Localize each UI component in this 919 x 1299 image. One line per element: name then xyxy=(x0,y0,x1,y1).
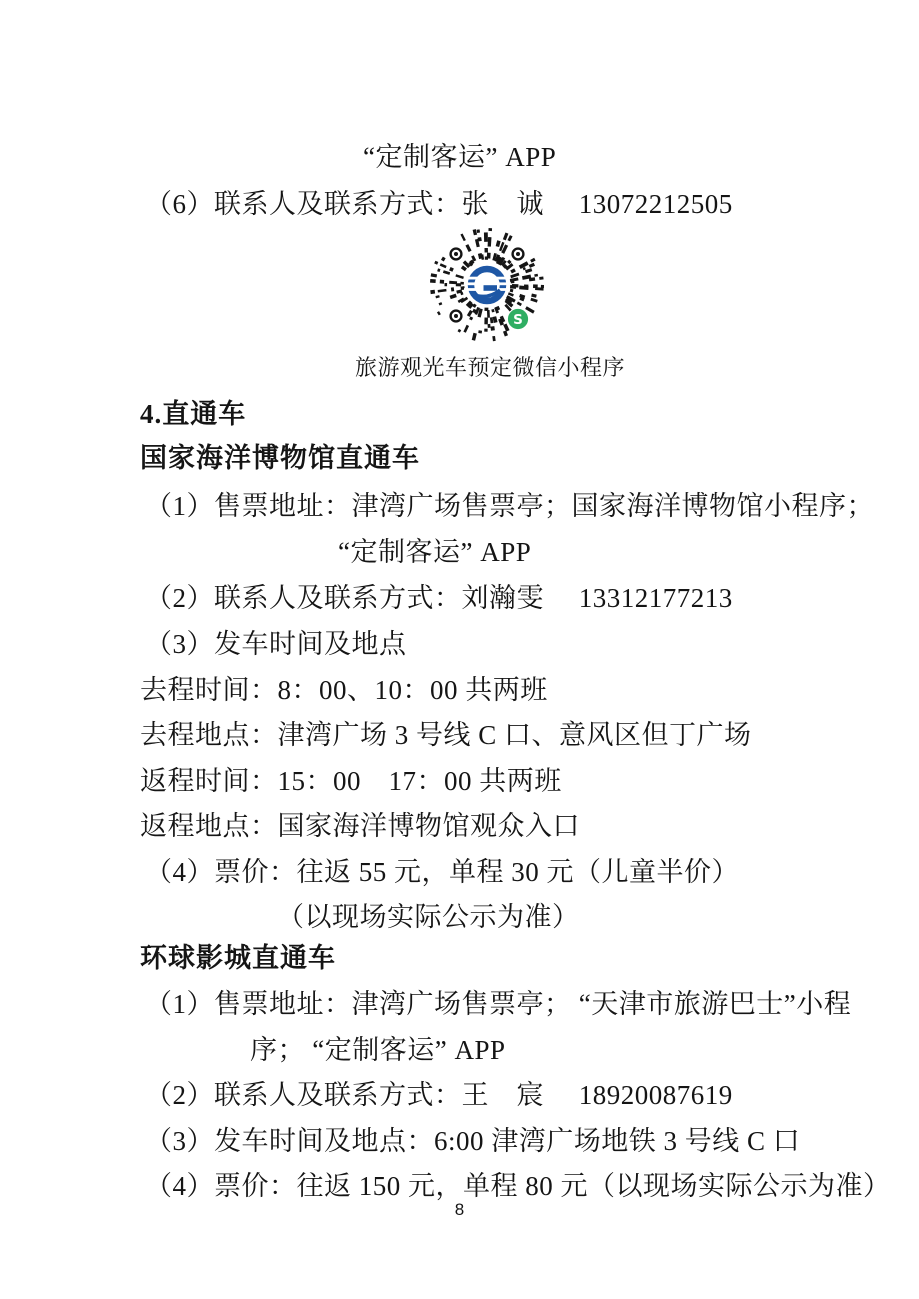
line-app-continuation: “定制客运” APP xyxy=(363,142,557,172)
line-app-continuation-2: “定制客运” APP xyxy=(338,537,532,567)
line-ticket-address-1b: （1）售票地址：津湾广场售票亭； “天津市旅游巴士”小程 xyxy=(145,989,852,1019)
wechat-mini-program-icon xyxy=(507,308,528,329)
line-fare-note: （以现场实际公示为准） xyxy=(277,902,580,932)
page-number: 8 xyxy=(454,1200,465,1219)
line-contact-item-2: （2）联系人及联系方式：刘瀚雯 13312177213 xyxy=(145,583,733,613)
line-return-time: 返程时间：15：00 17：00 共两班 xyxy=(140,766,562,796)
line-ticket-address-1: （1）售票地址：津湾广场售票亭；国家海洋博物馆小程序； xyxy=(145,491,874,521)
svg-text:S: S xyxy=(513,311,523,328)
wechat-miniprogram-qr-code xyxy=(426,224,548,346)
line-outbound-time: 去程时间：8：00、10：00 共两班 xyxy=(140,675,548,705)
heading-ocean-museum-bus: 国家海洋博物馆直通车 xyxy=(140,443,420,473)
line-departure-item-3b: （3）发车时间及地点：6:00 津湾广场地铁 3 号线 C 口 xyxy=(145,1126,801,1156)
line-departure-heading-3: （3）发车时间及地点 xyxy=(145,629,407,659)
line-contact-item-2b: （2）联系人及联系方式：王 宸 18920087619 xyxy=(145,1080,733,1110)
qr-code-graphic xyxy=(426,224,548,346)
line-outbound-place: 去程地点：津湾广场 3 号线 C 口、意风区但丁广场 xyxy=(140,720,752,750)
line-fare-item-4: （4）票价：往返 55 元，单程 30 元（儿童半价） xyxy=(145,857,739,887)
heading-section-4-express-bus: 4.直通车 xyxy=(140,399,247,429)
qr-caption: 旅游观光车预定微信小程序 xyxy=(355,355,626,380)
transport-group-logo xyxy=(464,264,510,307)
line-address-continuation: 序； “定制客运” APP xyxy=(250,1035,506,1065)
heading-universal-studios-bus: 环球影城直通车 xyxy=(140,943,336,973)
line-return-place: 返程地点：国家海洋博物馆观众入口 xyxy=(140,811,580,841)
line-fare-item-4b: （4）票价：往返 150 元，单程 80 元（以现场实际公示为准） xyxy=(145,1171,891,1201)
line-contact-item-6: （6）联系人及联系方式：张 诚 13072212505 xyxy=(145,189,733,219)
